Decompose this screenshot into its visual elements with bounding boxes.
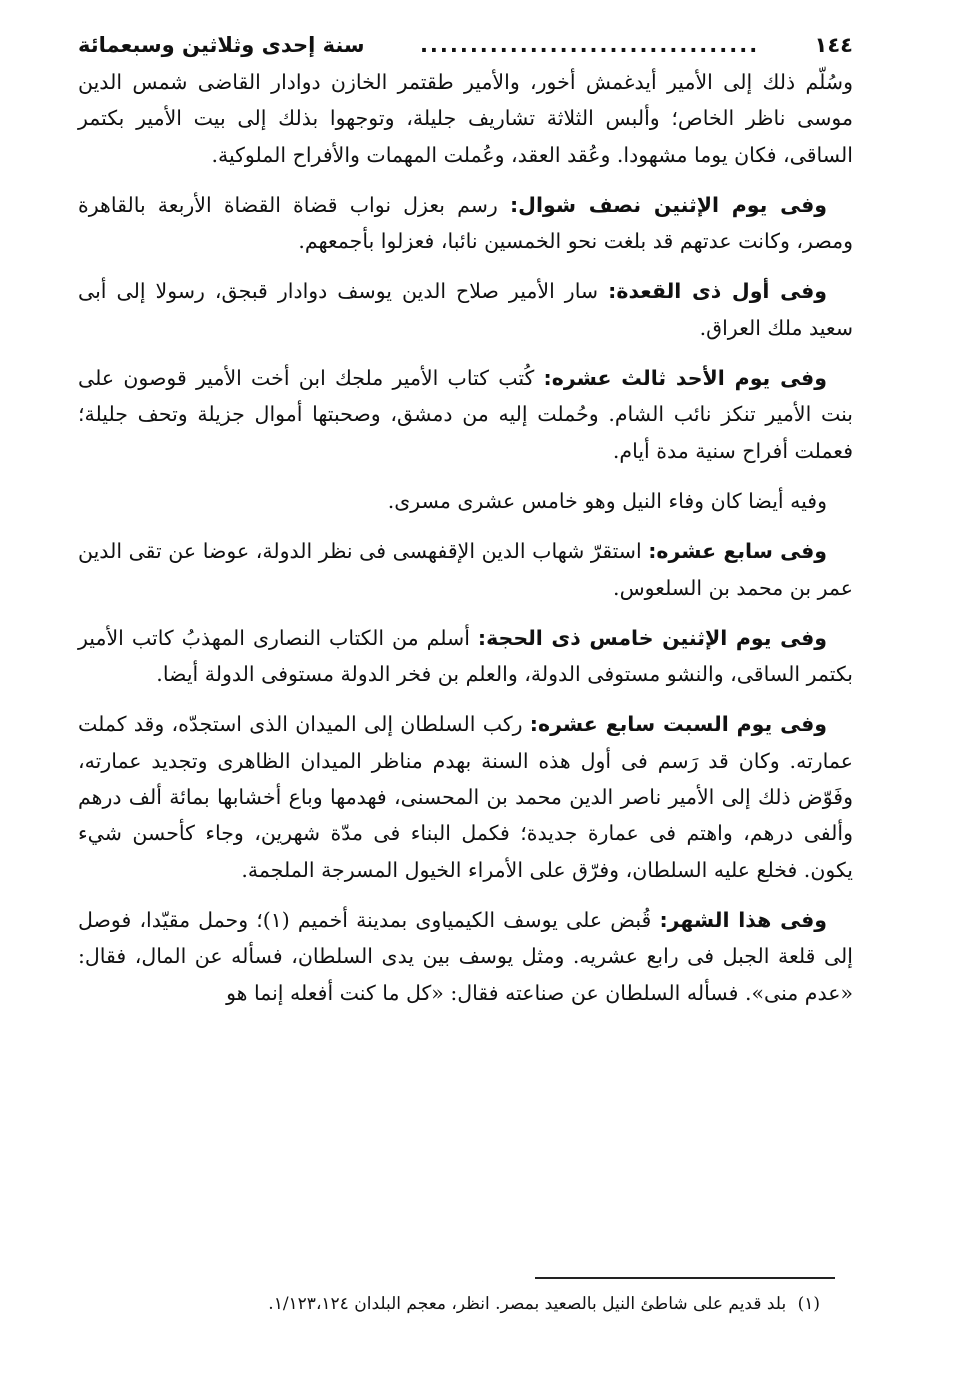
paragraph-text: وفيه أيضا كان وفاء النيل وهو خامس عشرى مسرى.: [387, 488, 827, 513]
running-header: [78, 30, 853, 64]
paragraph: [78, 273, 853, 346]
paragraph: [78, 187, 853, 260]
header-leader-dots: ..................................: [419, 33, 760, 57]
paragraph: [78, 620, 853, 693]
paragraph-lead: وفى هذا الشهر:: [659, 907, 827, 932]
paragraph-text: كُتب كتاب الأمير ملجك ابن أخت الأمير قوصون على بنت الأمير تنكز نائب الشام. وحُملت إليه من دمشق، وصحبتها أموال جزيلة وتحف جليلة؛ فعملت أفراح سنية مدة أيام.: [78, 366, 853, 463]
paragraph: [78, 533, 853, 606]
paragraph-text: رسم بعزل نواب قضاة القضاة الأربعة بالقاهرة ومصر، وكانت عدتهم قد بلغت نحو الخمسين نائبا، فعزلوا بأجمعهم.: [78, 192, 853, 254]
paragraph-text: ركب السلطان إلى الميدان الذى استجدّه، وقد كملت عمارته. وكان قد رَسم فى أول هذه السنة بهدم مناظر الميدان الظاهرى وتجديد عمارته، وفَوّض ذلك إلى الأمير ناصر الدين محمد بن المحسنى، فهدمها وباع أخشابها بمائة ألف درهم وألفى درهم، واهتم فى عمارة جديدة؛ فكمل البناء فى مدّة شهرين، وجاء كأحسن شيء يكون. فخلع عليه السلطان، وفرّق على الأمراء الخيول المسرجة الملجمة.: [78, 712, 853, 882]
paragraph-lead: وفى أول ذى القعدة:: [608, 279, 827, 304]
header-title: سنة إحدى وثلاثين وسبعمائة: [78, 33, 365, 57]
paragraph-text: قُبض على يوسف الكيمياوى بمدينة أخميم (١)؛ وحمل مقيّدا، فوصل إلى قلعة الجبل فى رابع عشريه. ومثل يوسف بين يدى السلطان، فسأله عن المال، فقال: «عدم منى». فسأله السلطان عن صناعته فقال: «كل ما كنت أفعله إنما هو: [78, 907, 853, 1005]
footnote: [150, 1290, 820, 1318]
footnote-divider: [535, 1277, 835, 1279]
paragraph: [78, 360, 853, 469]
paragraph: [78, 706, 853, 887]
page-number: ١٤٤: [814, 33, 853, 57]
paragraph-lead: وفى يوم الأحد ثالث عشره:: [543, 366, 827, 391]
paragraph-text: وسُلّم ذلك إلى الأمير أيدغمش أخور، والأمير طقتمر الخازن دوادار القاضى شمس الدين موسى ناظر الخاص؛ وألبس الثلاثة تشاريف جليلة، وتوجهوا بذلك إلى بيت الأمير بكتمر الساقى، فكان يوما مشهودا. وعُقد العقد، وعُملت المهمات والأفراح الملوكية.: [78, 70, 853, 167]
paragraph-lead: وفى يوم الإثنين خامس ذى الحجة:: [477, 625, 827, 650]
paragraph-text: أسلم من الكتاب النصارى المهذبُ كاتب الأمير بكتمر الساقى، والنشو مستوفى الدولة، والعلم بن فخر الدولة مستوفى الدولة أيضا.: [78, 625, 853, 687]
book-page: [78, 30, 853, 1025]
paragraph-lead: وفى يوم الإثنين نصف شوال:: [509, 192, 827, 217]
paragraph-text: استقرّ شهاب الدين الإقفهسى فى نظر الدولة، عوضا عن تقى الدين عمر بن محمد بن السلعوس.: [78, 539, 853, 600]
body-text: [78, 64, 853, 1011]
paragraph-text: سار الأمير صلاح الدين يوسف دوادار قبجق، رسولا إلى أبى سعيد ملك العراق.: [78, 279, 853, 340]
paragraph-lead: وفى سابع عشره:: [648, 539, 827, 564]
paragraph: [78, 902, 853, 1011]
footnote-text: بلد قديم على شاطئ النيل بالصعيد بمصر. انظر، معجم البلدان ١/١٢٣،١٢٤.: [268, 1294, 787, 1314]
paragraph-lead: وفى يوم السبت سابع عشره:: [529, 712, 827, 737]
paragraph: [78, 64, 853, 173]
footnote-marker: (١): [797, 1294, 820, 1314]
paragraph: [78, 483, 853, 519]
